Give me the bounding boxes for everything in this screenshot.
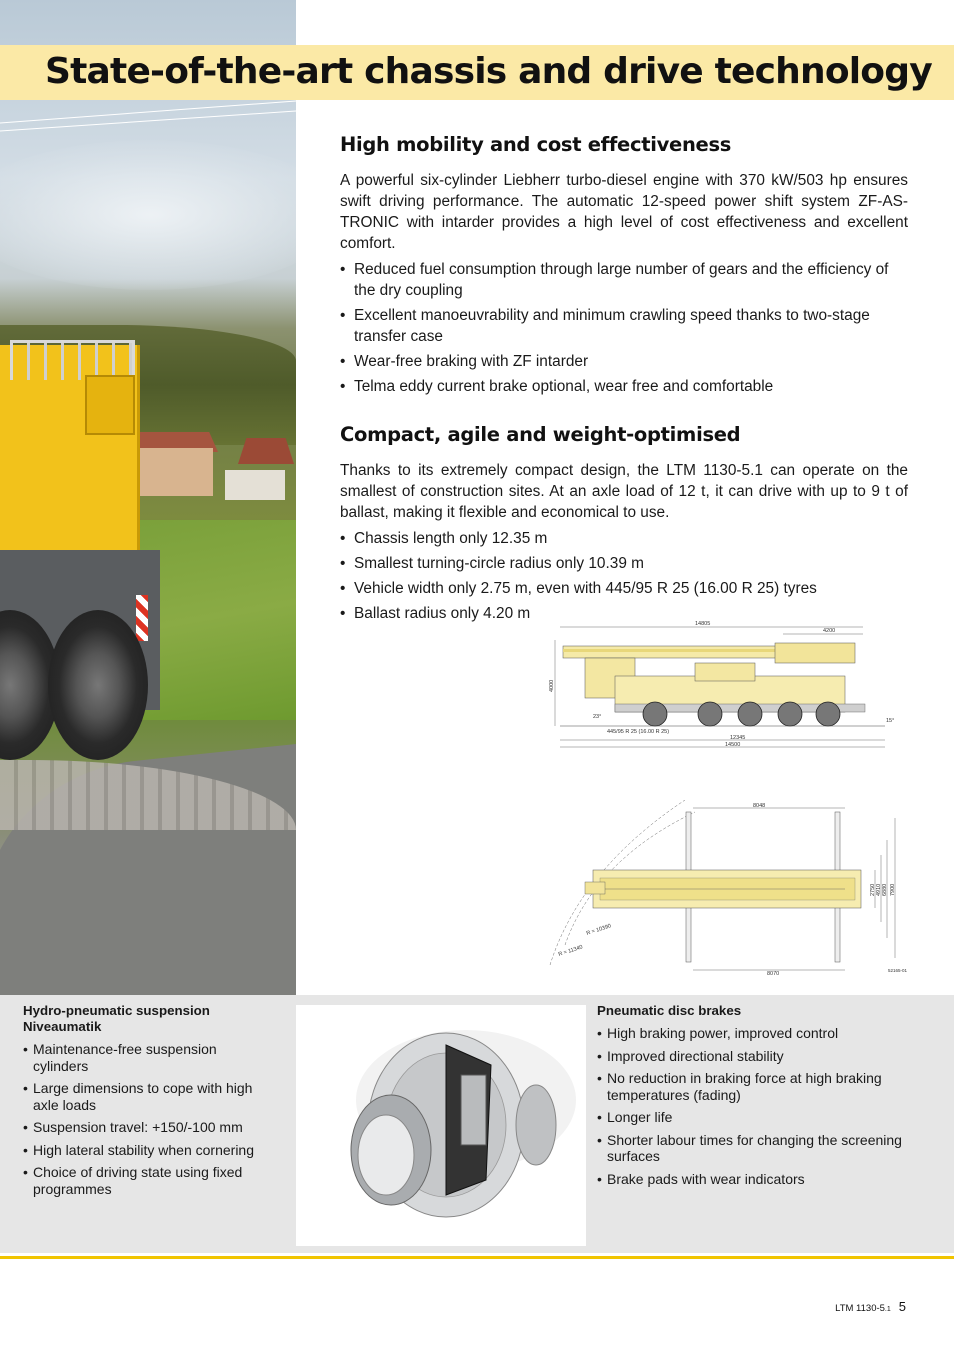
- dim-w2: 4910: [876, 883, 882, 896]
- page-footer: [835, 1299, 906, 1314]
- dim-height: 4000: [549, 679, 555, 692]
- model-suffix: .1: [884, 1306, 891, 1313]
- angle-rear: 15°: [886, 718, 895, 724]
- list-item: • Excellent manoeuvrability and minimum crawling speed thanks to two-stage transfer case: [340, 305, 908, 347]
- box-heading: Hydro-pneumatic suspension Niveaumatik: [23, 1003, 210, 1034]
- list-item: • Ballast radius only 4.20 m: [340, 603, 908, 624]
- brakes-box: [597, 1003, 917, 1193]
- bullet-list: [23, 1041, 273, 1197]
- crane-photo: [0, 0, 296, 995]
- section-mobility: [340, 133, 908, 397]
- bullet-list: [340, 259, 908, 397]
- list-item: • Brake pads with wear indicators: [597, 1171, 917, 1188]
- drawing-code: 52165-01: [888, 968, 908, 973]
- bullet-list: [597, 1025, 917, 1187]
- list-item: • Reduced fuel consumption through large number of gears and the efficiency of the dry coupling: [340, 259, 908, 301]
- section-compact: [340, 423, 908, 624]
- disc-brake-photo: [296, 1005, 586, 1246]
- page-title: State-of-the-art chassis and drive technology: [45, 51, 932, 92]
- list-item: • Smallest turning-circle radius only 10.39 m: [340, 553, 908, 574]
- list-item: • Suspension travel: +150/-100 mm: [23, 1119, 273, 1136]
- dim-outrigger-top: 8048: [753, 803, 766, 809]
- suspension-box: [23, 1003, 273, 1203]
- power-lines: [0, 95, 296, 145]
- dim-chassis: 12345: [730, 735, 746, 741]
- dim-total: 14500: [725, 742, 741, 748]
- angle-front: 23°: [593, 714, 602, 720]
- list-item: • Improved directional stability: [597, 1048, 917, 1065]
- tyre-label: 445/95 R 25 (16.00 R 25): [607, 729, 670, 735]
- section-paragraph: A powerful six-cylinder Liebherr turbo-diesel engine with 370 kW/503 hp ensures swift driving performance. The automatic 12-speed power shift system ZF-AS-TRONIC with intarder provides a high level of cost effectiveness and excellent comfort.: [340, 172, 908, 252]
- list-item: • Wear-free braking with ZF intarder: [340, 351, 908, 372]
- section-heading: Compact, agile and weight-optimised: [340, 423, 741, 446]
- list-item: • Telma eddy current brake optional, wear free and comfortable: [340, 376, 908, 397]
- dim-right-top: 4200: [823, 628, 836, 634]
- dim-outrigger-bottom: 8070: [767, 971, 780, 977]
- box-heading: Pneumatic disc brakes: [597, 1003, 742, 1018]
- list-item: • Vehicle width only 2.75 m, even with 445/95 R 25 (16.00 R 25) tyres: [340, 578, 908, 599]
- title-band: [0, 45, 954, 100]
- radius-inner: R = 10390: [585, 923, 612, 937]
- dim-w3: 6880: [882, 883, 888, 896]
- top-view-drawing: [545, 800, 915, 980]
- dim-w4: 7900: [890, 883, 896, 896]
- list-item: • No reduction in braking force at high braking temperatures (fading): [597, 1070, 917, 1103]
- model-name: LTM 1130-5: [835, 1303, 885, 1314]
- list-item: • Chassis length only 12.35 m: [340, 528, 908, 549]
- list-item: • Shorter labour times for changing the screening surfaces: [597, 1132, 917, 1165]
- dim-overall-top: 14805: [695, 621, 711, 627]
- page-number: 5: [898, 1299, 906, 1314]
- list-item: • Choice of driving state using fixed programmes: [23, 1164, 273, 1197]
- list-item: • Large dimensions to cope with high axle loads: [23, 1080, 273, 1113]
- radius-outer: R = 11340: [557, 944, 584, 958]
- footer-divider: [0, 1256, 954, 1259]
- list-item: • Maintenance-free suspension cylinders: [23, 1041, 273, 1074]
- section-paragraph: Thanks to its extremely compact design, the LTM 1130-5.1 can operate on the smallest of construction sites. At an axle load of 12 t, it can drive with up to 9 t of ballast, making it flexible and economical to use.: [340, 462, 908, 521]
- list-item: • Longer life: [597, 1109, 917, 1126]
- list-item: • High braking power, improved control: [597, 1025, 917, 1042]
- section-heading: High mobility and cost effectiveness: [340, 133, 732, 156]
- list-item: • High lateral stability when cornering: [23, 1142, 273, 1159]
- side-view-drawing: [545, 618, 910, 753]
- dim-w1: 2750: [870, 883, 876, 896]
- bullet-list: [340, 528, 908, 624]
